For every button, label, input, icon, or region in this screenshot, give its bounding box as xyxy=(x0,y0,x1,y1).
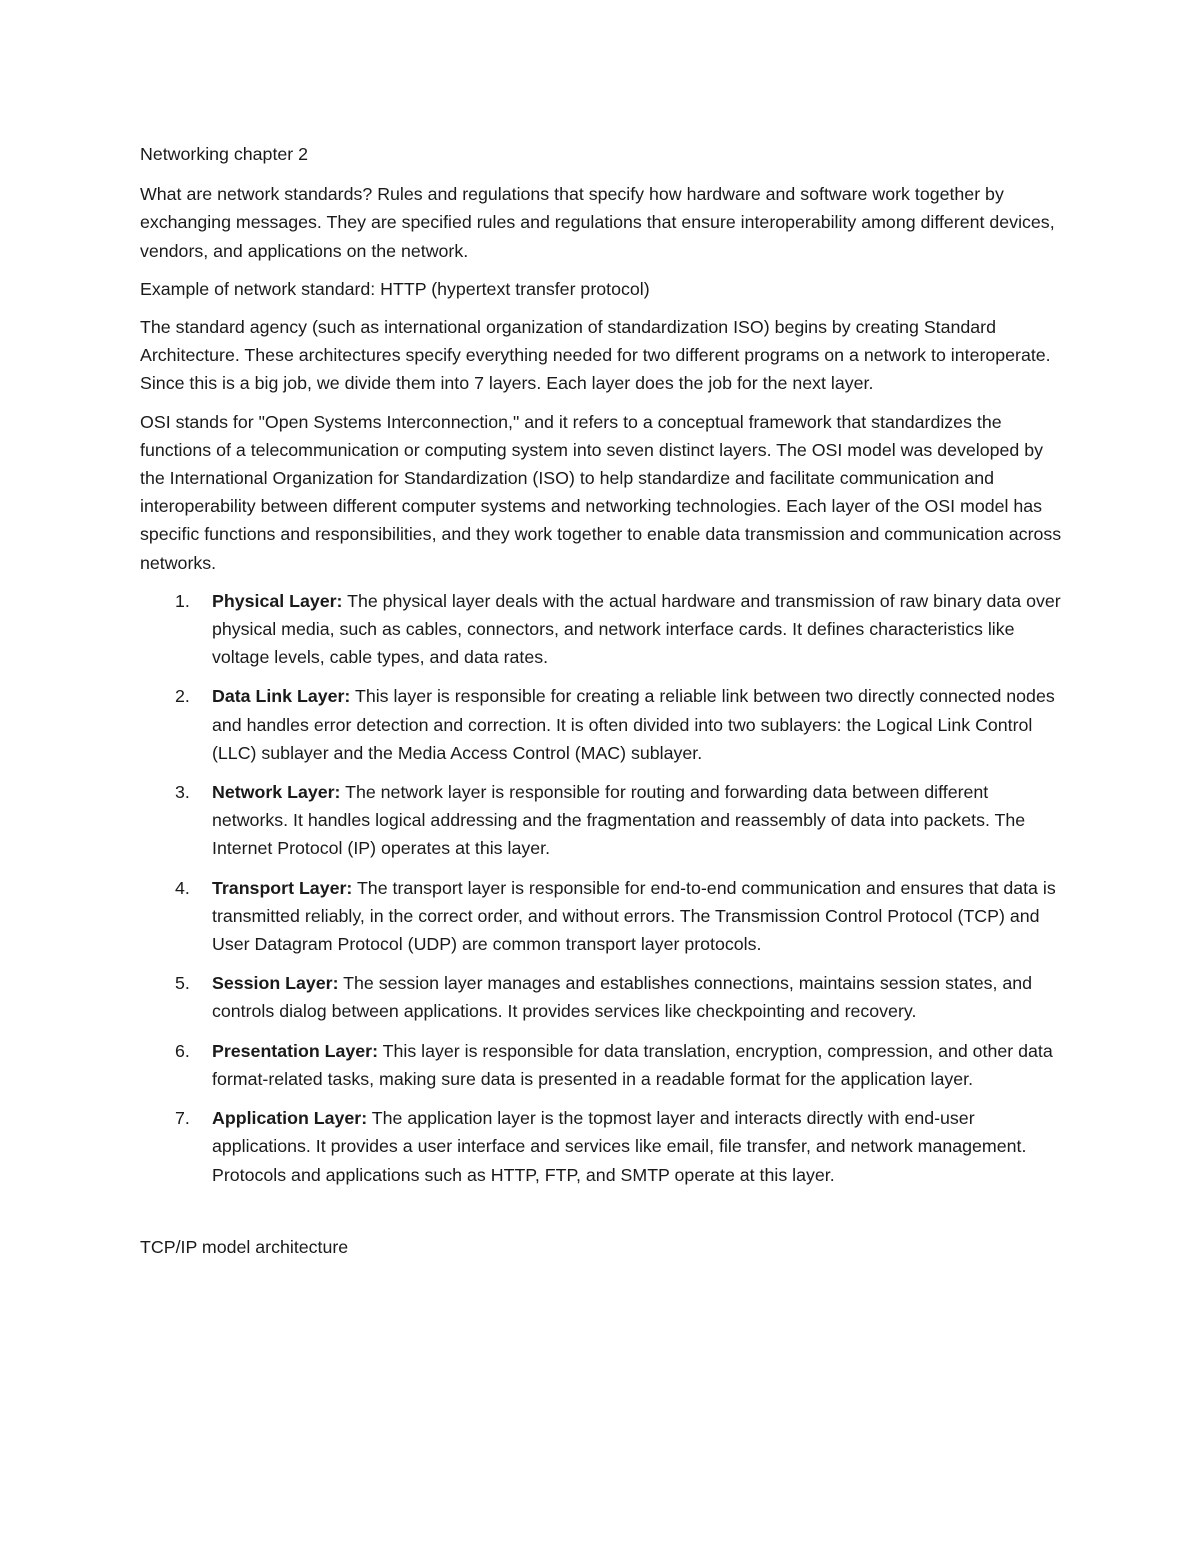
paragraph-standard-agency: The standard agency (such as international organization of standardization ISO) begins by creating Standard Architecture. These architectures specify everything needed for two different programs on a network to interoperate. Since this is a big job, we divide them into 7 layers. Each layer does the job for the next layer. xyxy=(140,317,1051,394)
paragraph-osi-definition: OSI stands for "Open Systems Interconnection," and it refers to a conceptual framework that standardizes the functions of a telecommunication or computing system into seven distinct layers. The OSI model was developed by the International Organization for Standardization (ISO) to help standardize and facilitate communication and interoperability between different computer systems and networking technologies. Each layer of the OSI model has specific functions and responsibilities, and they work together to enable data transmission and communication across networks. xyxy=(140,411,1062,573)
list-item xyxy=(140,1104,1062,1189)
list-item xyxy=(140,969,1062,1025)
layer-description: This layer is responsible for data translation, encryption, compression, and other data format-related tasks, making sure data is presented in a readable format for the application layer. xyxy=(212,1040,1053,1089)
layer-name: Session Layer: xyxy=(212,973,339,994)
layer-name: Physical Layer: xyxy=(212,590,343,611)
list-item xyxy=(140,587,1062,672)
layer-description: The session layer manages and establishes connections, maintains session states, and controls dialog between applications. It provides services like checkpointing and recovery. xyxy=(212,973,1033,1022)
layer-name: Presentation Layer: xyxy=(212,1040,379,1061)
list-item xyxy=(140,874,1062,959)
layer-description: The transport layer is responsible for end-to-end communication and ensures that data is transmitted reliably, in the correct order, and without errors. The Transmission Control Protocol (TCP) and User Datagram Protocol (UDP) are common transport layer protocols. xyxy=(212,877,1056,955)
layer-name: Data Link Layer: xyxy=(212,686,351,707)
layer-description: The physical layer deals with the actual hardware and transmission of raw binary data over physical media, such as cables, connectors, and network interface cards. It defines characteristics like voltage levels, cable types, and data rates. xyxy=(212,590,1061,668)
list-number: 5. xyxy=(175,973,190,994)
layer-name: Application Layer: xyxy=(212,1108,368,1129)
list-number: 1. xyxy=(175,590,190,611)
layer-description: The network layer is responsible for routing and forwarding data between different networks. It handles logical addressing and the fragmentation and reassembly of data into packets. The Internet Protocol (IP) operates at this layer. xyxy=(212,782,1026,859)
list-item xyxy=(140,682,1062,767)
document-title: Networking chapter 2 xyxy=(140,144,309,164)
list-number: 2. xyxy=(175,686,190,707)
list-number: 4. xyxy=(175,877,190,898)
section-heading-tcp-ip: TCP/IP model architecture xyxy=(140,1236,349,1257)
list-item xyxy=(140,1037,1062,1093)
osi-layer-list xyxy=(140,587,1062,1189)
list-number: 3. xyxy=(175,782,190,803)
list-number: 6. xyxy=(175,1040,190,1061)
layer-description: The application layer is the topmost layer and interacts directly with end-user applications. It provides a user interface and services like email, file transfer, and network management. Protocols and applications such as HTTP, FTP, and SMTP operate at this layer. xyxy=(212,1108,1027,1185)
list-item xyxy=(140,778,1062,863)
layer-name: Network Layer: xyxy=(212,782,341,803)
layer-name: Transport Layer: xyxy=(212,877,353,898)
paragraph-standard-example: Example of network standard: HTTP (hypertext transfer protocol) xyxy=(140,278,650,299)
paragraph-network-standards: What are network standards? Rules and regulations that specify how hardware and software work together by exchanging messages. They are specified rules and regulations that ensure interoperability among different devices, vendors, and applications on the network. xyxy=(140,184,1055,261)
document-page xyxy=(140,140,1062,1271)
layer-description: This layer is responsible for creating a reliable link between two directly connected nodes and handles error detection and correction. It is often divided into two sublayers: the Logical Link Control (LLC) sublayer and the Media Access Control (MAC) sublayer. xyxy=(212,686,1055,763)
list-number: 7. xyxy=(175,1108,190,1129)
